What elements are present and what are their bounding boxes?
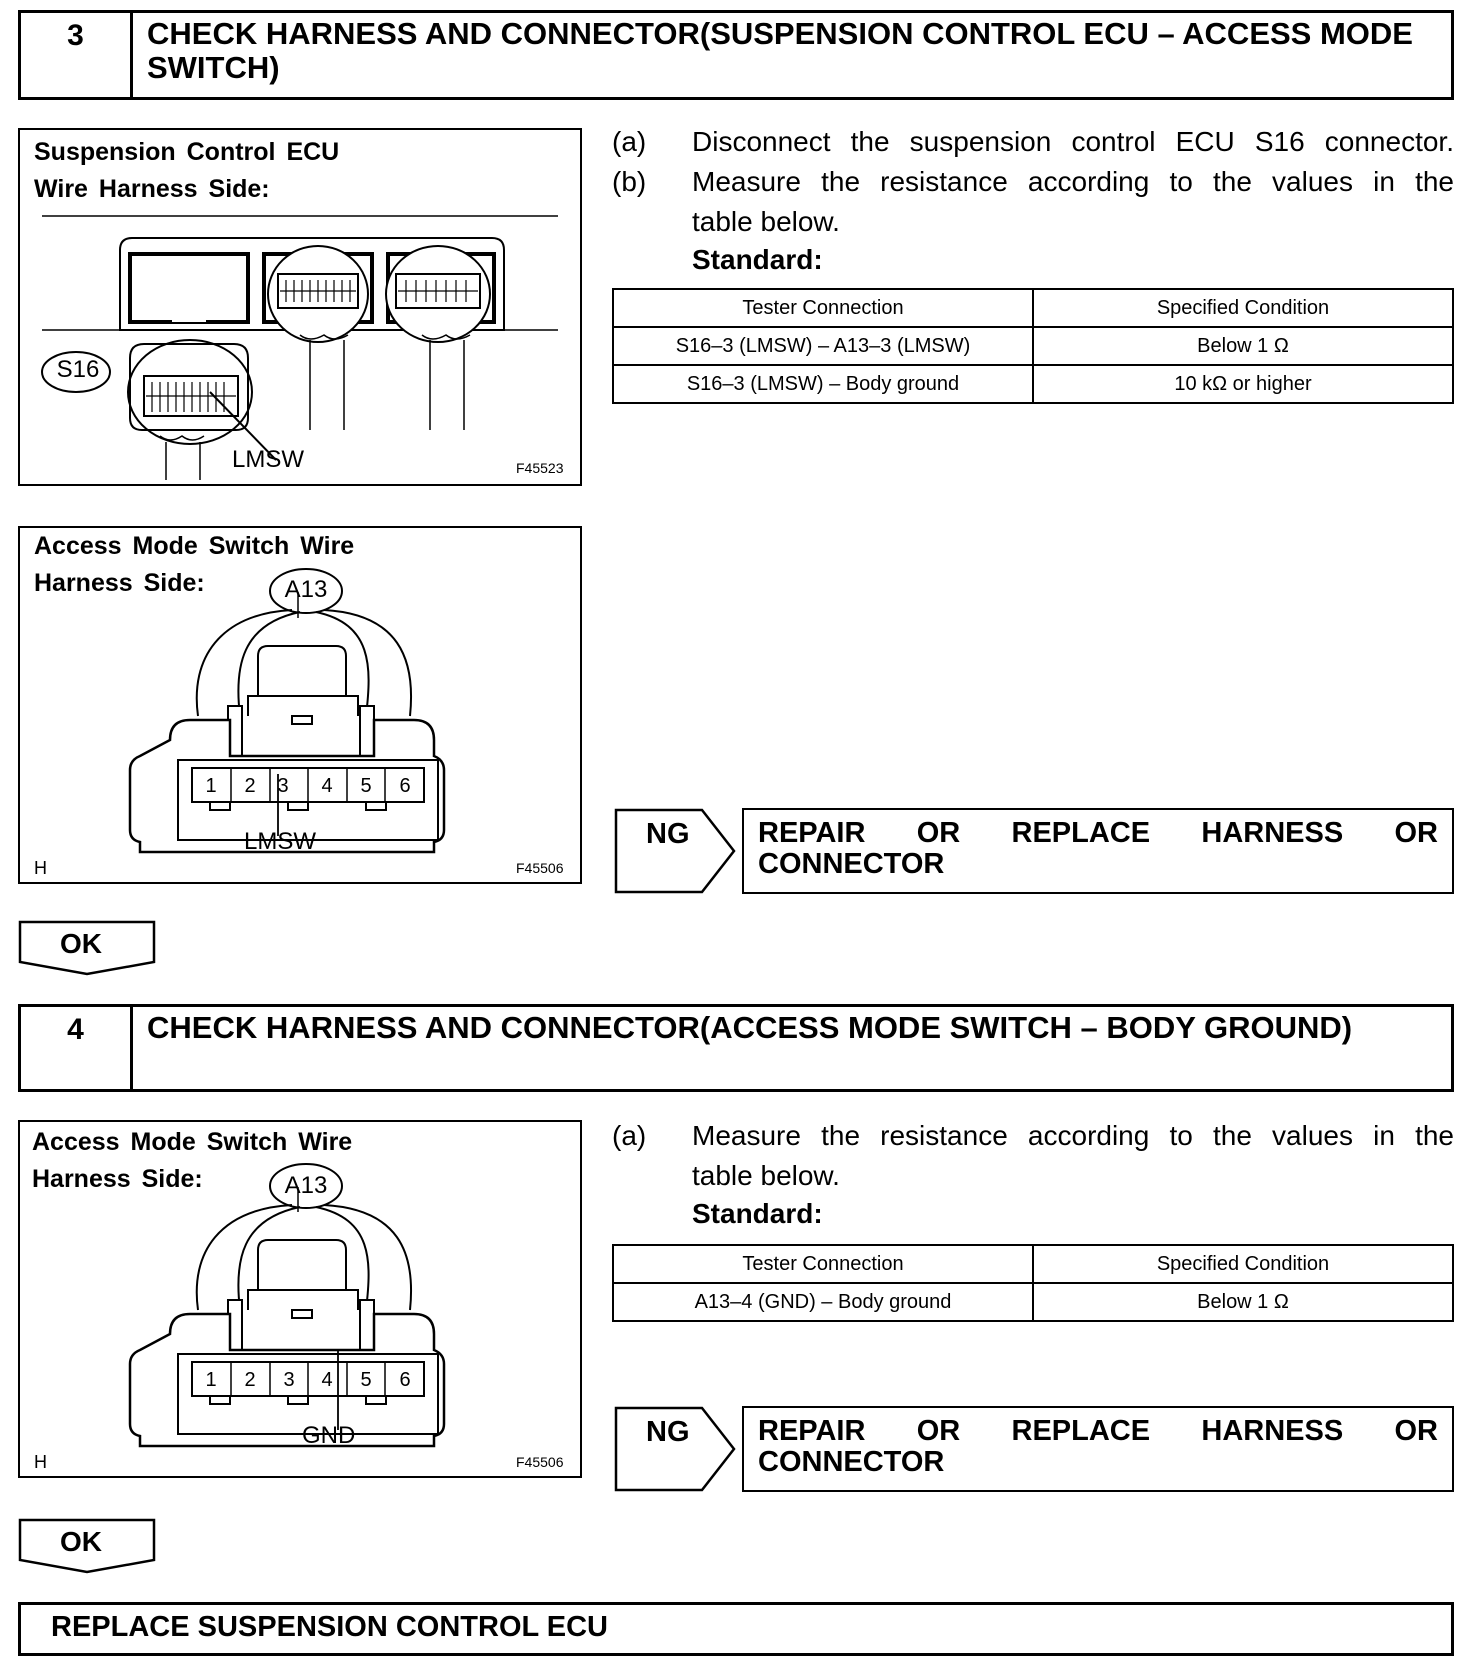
ng-result-3: REPAIR OR REPLACE HARNESS OR CONNECTOR: [742, 808, 1454, 894]
pin-6: 6: [399, 1369, 411, 1391]
step-4-header: [18, 1004, 1454, 1092]
step-3-title: CHECK HARNESS AND CONNECTOR(SUSPENSION CONTROL ECU – ACCESS MODE SWITCH): [147, 16, 1413, 85]
table-cell: Below 1 Ω: [1033, 327, 1453, 365]
table-header: Specified Condition: [1033, 1245, 1453, 1283]
ecu-figure-label-line1: Suspension Control ECU: [34, 138, 340, 166]
pin-3: 3: [277, 775, 289, 797]
pin-5: 5: [360, 1369, 372, 1391]
step-text: Measure the resistance according to the values in the: [692, 1120, 1454, 1151]
step-letter: (a): [612, 1120, 647, 1151]
a13-label: A13: [284, 576, 328, 603]
pin-6: 6: [399, 775, 411, 797]
standard-label: Standard:: [692, 1198, 823, 1229]
spec-table-4: [612, 1244, 1454, 1322]
switch-figure-label-line2: Harness Side:: [34, 569, 205, 597]
ecu-figure-label-line2: Wire Harness Side:: [34, 175, 270, 203]
ok-label-3: OK: [60, 928, 102, 959]
step-text-cont: table below.: [692, 206, 840, 237]
step-text: Measure the resistance according to the values in the: [692, 166, 1454, 197]
ecu-connector-figure: [18, 128, 582, 486]
table-header: Specified Condition: [1033, 289, 1453, 327]
table-cell: S16–3 (LMSW) – Body ground: [613, 365, 1033, 403]
figure-id: F45506: [516, 1454, 564, 1470]
table-cell: A13–4 (GND) – Body ground: [613, 1283, 1033, 1321]
pin-1: 1: [205, 1369, 217, 1391]
table-header: Tester Connection: [613, 289, 1033, 327]
switch-figure-label-line2: Harness Side:: [32, 1165, 203, 1193]
access-switch-figure-4: [18, 1120, 582, 1478]
corner-mark: H: [34, 858, 47, 878]
gnd-pin-label: GND: [302, 1422, 356, 1449]
access-switch-figure-3: [18, 526, 582, 884]
lmsw-pin-label: LMSW: [232, 446, 304, 473]
ecu-connector-diagram: [20, 130, 580, 484]
step-3a: [612, 122, 1454, 162]
figure-id: F45523: [516, 460, 564, 476]
figure-id: F45506: [516, 860, 564, 876]
standard-label: Standard:: [692, 244, 823, 275]
pin-2: 2: [244, 1369, 256, 1391]
step-4-number: 4: [21, 1007, 133, 1089]
step-4a: [612, 1116, 1454, 1196]
ng-label-3: NG: [646, 818, 690, 850]
pin-4: 4: [321, 775, 333, 797]
pin-2: 2: [244, 775, 256, 797]
pin-5: 5: [360, 775, 372, 797]
table-header: Tester Connection: [613, 1245, 1033, 1283]
pin-3: 3: [283, 1369, 295, 1391]
pin-1: 1: [205, 775, 217, 797]
table-cell: S16–3 (LMSW) – A13–3 (LMSW): [613, 327, 1033, 365]
spec-table-3: [612, 288, 1454, 404]
lmsw-pin-label-2: LMSW: [244, 828, 316, 855]
ng-result-4: REPAIR OR REPLACE HARNESS OR CONNECTOR: [742, 1406, 1454, 1492]
corner-mark: H: [34, 1452, 47, 1472]
final-action-box: REPLACE SUSPENSION CONTROL ECU: [18, 1602, 1454, 1656]
step-3-header: [18, 10, 1454, 100]
table-cell: 10 kΩ or higher: [1033, 365, 1453, 403]
a13-label: A13: [284, 1172, 328, 1199]
step-letter: (a): [612, 126, 647, 157]
step-4-title: CHECK HARNESS AND CONNECTOR(ACCESS MODE SWITCH – BODY GROUND): [147, 1010, 1353, 1045]
pin-4: 4: [321, 1369, 333, 1391]
step-letter: (b): [612, 166, 647, 197]
ok-label-4: OK: [60, 1526, 102, 1557]
switch-figure-label-line1: Access Mode Switch Wire: [32, 1128, 353, 1156]
switch-figure-label-line1: Access Mode Switch Wire: [34, 532, 355, 560]
step-text-cont: table below.: [692, 1160, 840, 1191]
step-text: Disconnect the suspension control ECU S16 connector.: [692, 126, 1454, 157]
step-3b: [612, 162, 1454, 242]
s16-label: S16: [56, 356, 100, 383]
step-3-number: 3: [21, 13, 133, 97]
table-cell: Below 1 Ω: [1033, 1283, 1453, 1321]
ng-label-4: NG: [646, 1416, 690, 1448]
